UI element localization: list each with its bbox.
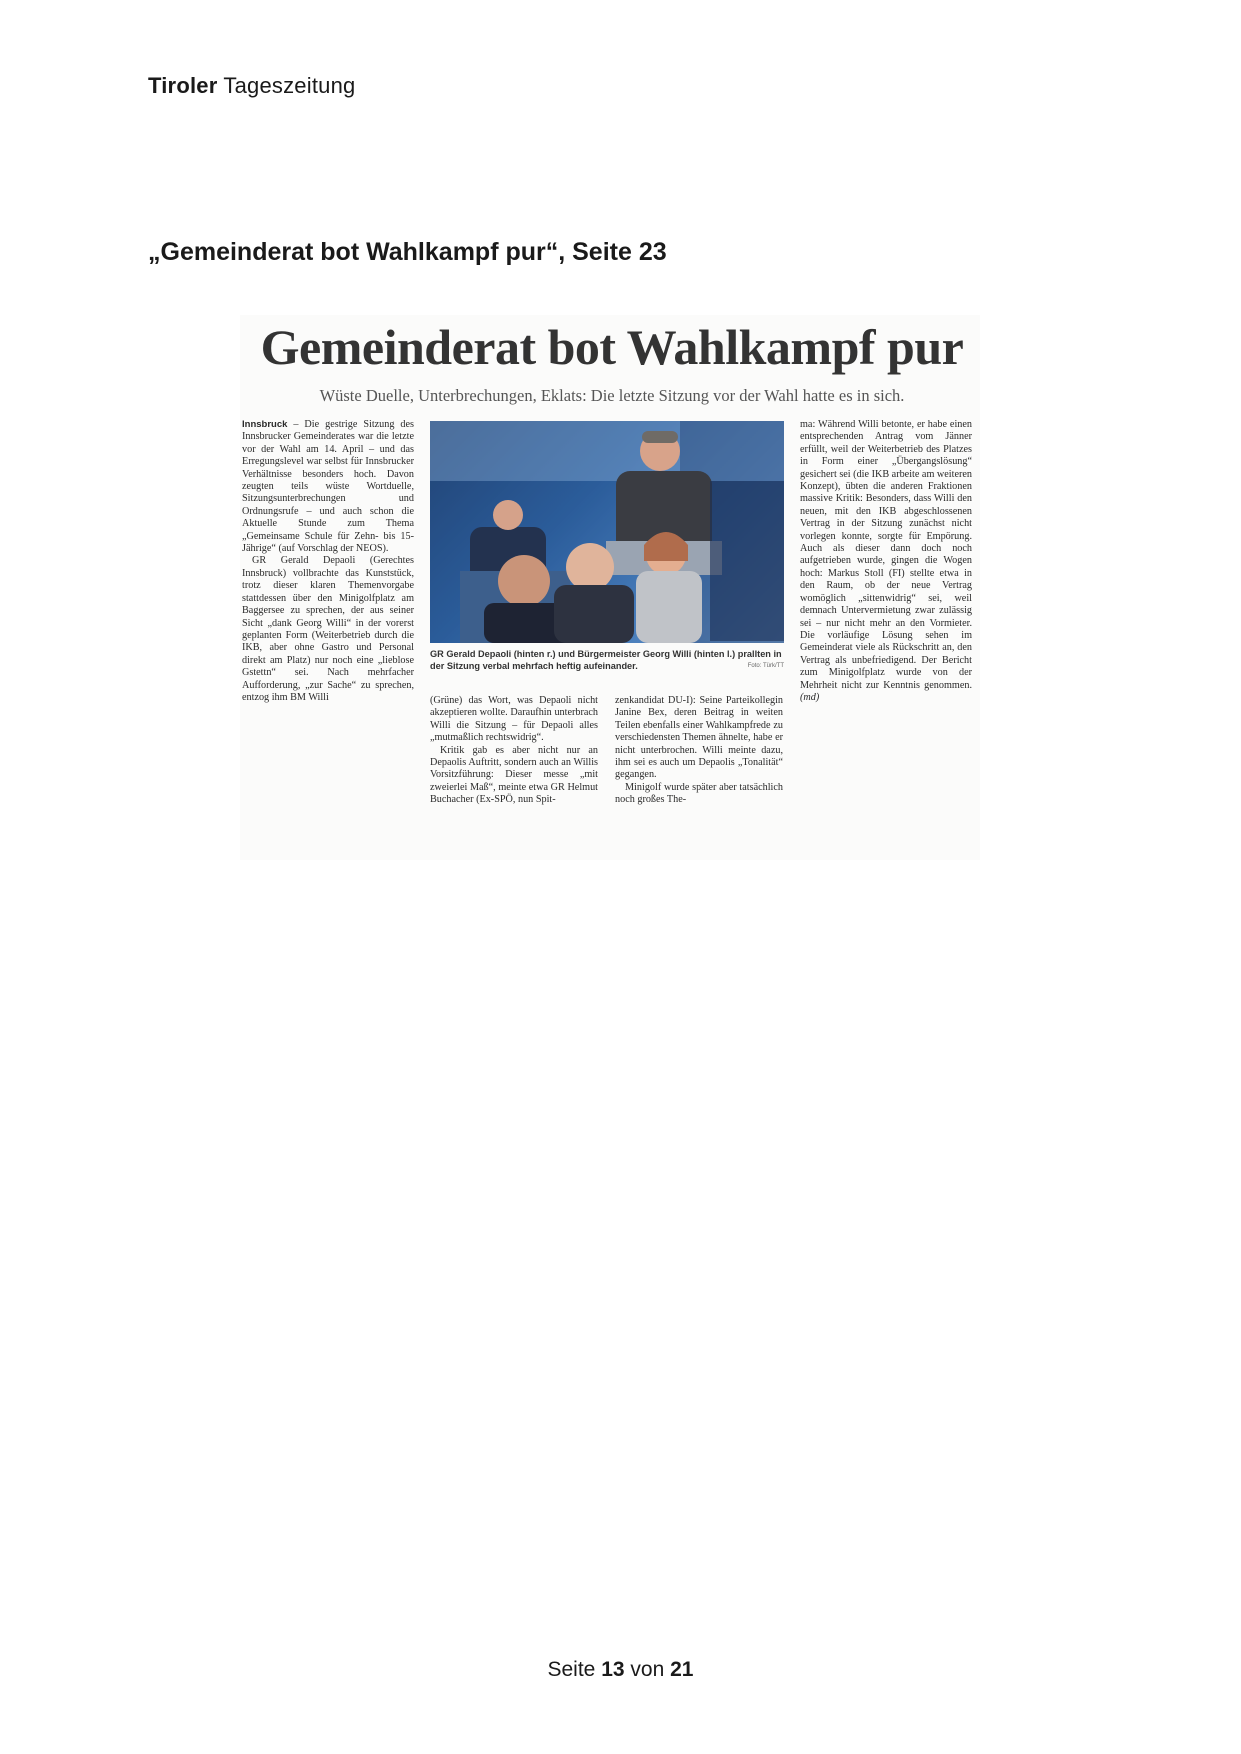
publication-name <box>148 73 355 99</box>
article-reference-title: „Gemeinderat bot Wahlkampf pur“, Seite 23 <box>148 238 667 266</box>
article-photo <box>430 421 784 643</box>
page-number-total: 21 <box>670 1658 694 1681</box>
publication-name-regular: Tageszeitung <box>223 73 356 98</box>
newspaper-clipping <box>240 315 980 860</box>
article-paragraph: GR Gerald Depaoli (Gerechtes Innsbruck) vollbrachte das Kunststück, trotz dieser klaren Themenvorgabe stattdessen über den Minigolfplatz am Baggersee zu sprechen, der aus seiner Sicht „dank Georg Willi“ in der vorerst geplanten Form (Weiterbetrieb durch die IKB, aber ohne Gastro und Personal direkt am Platz) nur noch eine „lieblose Gstettn“ sei. Nach mehrfacher Aufforderung, „zur Sache“ zu sprechen, entzog ihm BM Willi <box>242 555 414 703</box>
page-number <box>0 1658 1241 1682</box>
photo-illustration <box>430 421 784 643</box>
article-headline: Gemeinderat bot Wahlkampf pur <box>260 319 964 375</box>
page-number-prefix: Seite <box>547 1658 596 1681</box>
photo-caption-text: GR Gerald Depaoli (hinten r.) und Bürgermeister Georg Willi (hinten l.) prallten in der Sitzung verbal mehrfach heftig aufeinander. <box>430 649 782 671</box>
page-number-current: 13 <box>601 1658 625 1681</box>
article-column-1 <box>242 419 414 859</box>
article-paragraph: (Grüne) das Wort, was Depaoli nicht akzeptieren wollte. Daraufhin unterbrach Willi die Sitzung – für Depaoli alles „mutmaßlich rechtswidrig“. <box>430 695 598 744</box>
article-byline: (md) <box>800 691 820 703</box>
article-paragraph: zenkandidat DU-I): Seine Parteikollegin Janine Bex, deren Beitrag in weiten Teilen ebenfalls einer Wahlkampfrede zu verschiedensten Themen ähnelte, habe er nicht unterbrochen. Willi meinte dazu, ihm sei es auch um Depaolis „Tonalität“ gegangen. <box>615 695 783 781</box>
article-paragraph: Minigolf wurde später aber tatsächlich noch großes The- <box>615 781 783 806</box>
page-number-middle: von <box>630 1658 665 1681</box>
article-column-3 <box>615 695 783 859</box>
article-column-4 <box>800 419 972 859</box>
article-text: – Die gestrige Sitzung des Innsbrucker Gemeinderates war die letzte vor der Wahl am 14. April – und das Erregungslevel war selbst für Innsbrucker Verhältnisse besonders hoch. Davon zeugten teils wüste Wortduelle, Sitzungsunterbrechungen und Ordnungsrufe – und auch schon die Aktuelle Stunde zum Thema „Gemeinsame Schule für Zehn- bis 15-Jährige“ (auf Vorschlag der NEOS). <box>242 419 414 555</box>
article-subheadline: Wüste Duelle, Unterbrechungen, Eklats: Die letzte Sitzung vor der Wahl hatte es in sich. <box>319 386 905 405</box>
photo-caption <box>430 648 784 672</box>
article-dateline: Innsbruck <box>242 419 288 430</box>
article-text: ma: Während Willi betonte, er habe einen entsprechenden Antrag vom Jänner erfüllt, weil der Weiterbetrieb des Platzes in Form einer „Übergangslösung“ gesichert sei (die IKB arbeite am weiteren Konzept), übten die anderen Fraktionen massive Kritik: Besonders, dass Willi den neuen, mit den IKB abgeschlossenen Vertrag in der Sitzung zunächst nicht vorlegen konnte, sorgte für Empörung. Auch als dieser dann doch noch aufgetrieben wurde, gingen die Wogen hoch: Markus Stoll (FI) stellte etwa in den Raum, ob der neue Vertrag womöglich „sittenwidrig“ sei, weil demnach Untervermietung zwar zulässig sei – nur nicht mehr an den Vormieter. Die vorläufige Lösung sehen im Gemeinderat viele als Rückschritt an, den Vertrag als unbefriedigend. Der Bericht zum Minigolfplatz wurde von der Mehrheit nicht zur Kenntnis genommen. <box>800 419 972 691</box>
article-paragraph <box>800 419 972 704</box>
article-paragraph <box>242 419 414 555</box>
publication-name-bold: Tiroler <box>148 73 218 98</box>
photo-credit: Foto: Türk/TT <box>747 663 784 669</box>
article-column-2 <box>430 695 598 859</box>
article-paragraph: Kritik gab es aber nicht nur an Depaolis Auftritt, sondern auch an Willis Vorsitzführung: Dieser messe „mit zweierlei Maß“, meinte etwa GR Helmut Buchacher (Ex-SPÖ, nun Spit- <box>430 744 598 806</box>
